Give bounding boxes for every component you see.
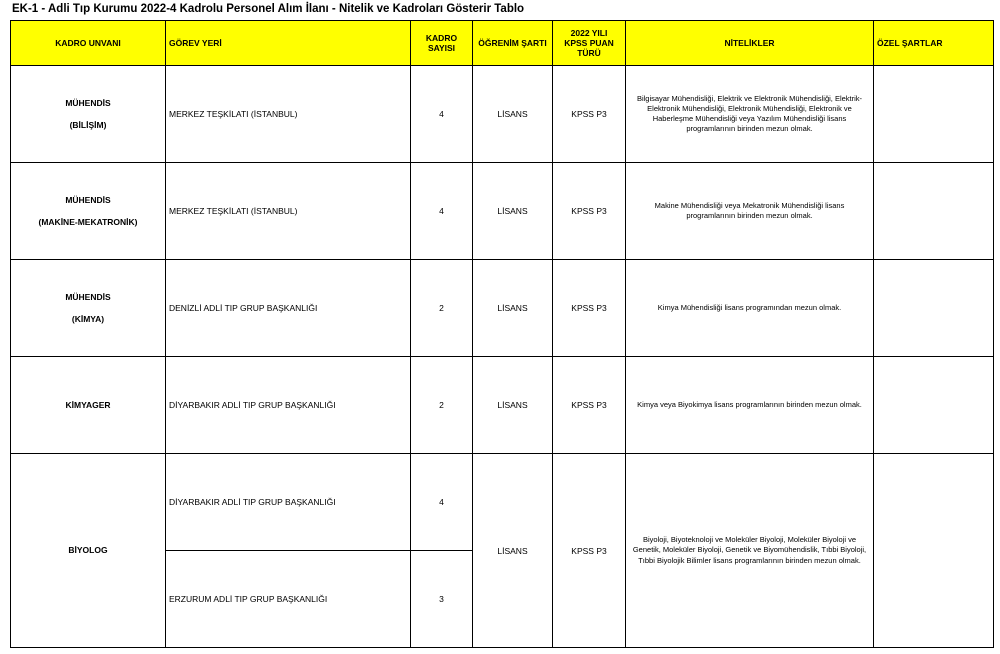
table-row	[11, 66, 994, 163]
cell-kadro-sayisi: 4	[411, 163, 473, 260]
personnel-table	[10, 20, 994, 648]
cell-ogrenim: LİSANS	[473, 163, 553, 260]
header-kadro-sayisi	[411, 21, 473, 66]
cell-nitelik: Makine Mühendisliği veya Mekatronik Mühendisliği lisans programlarının birinden mezun olmak.	[626, 163, 874, 260]
cell-ozel	[874, 357, 994, 454]
cell-unvan	[11, 260, 166, 357]
table-row	[11, 357, 994, 454]
cell-gorev-yeri: DENİZLİ ADLİ TIP GRUP BAŞKANLIĞI	[166, 260, 411, 357]
cell-nitelik: Bilgisayar Mühendisliği, Elektrik ve Elektronik Mühendisliği, Elektrik-Elektronik Mühendisliği, Elektronik Mühendisliği, Elektronik ve Haberleşme Mühendisliği veya Yazılım Mühendisliği lisans programlarının birinden mezun olmak.	[626, 66, 874, 163]
header-kpss-line2: KPSS PUAN	[564, 38, 614, 48]
table-row-biyolog-1	[11, 454, 994, 551]
cell-ogrenim: LİSANS	[473, 454, 553, 648]
header-kadro-sayisi-line1: KADRO	[425, 33, 458, 43]
header-kpss	[553, 21, 626, 66]
cell-kpss: KPSS P3	[553, 66, 626, 163]
cell-kpss: KPSS P3	[553, 163, 626, 260]
header-nitelikler: NİTELİKLER	[626, 21, 874, 66]
unvan-text: MÜHENDİS	[65, 97, 111, 108]
cell-kadro-sayisi: 2	[411, 357, 473, 454]
cell-ogrenim: LİSANS	[473, 66, 553, 163]
unvan-sub-text: (BİLİŞİM)	[69, 120, 107, 130]
document-title: EK-1 - Adli Tıp Kurumu 2022-4 Kadrolu Personel Alım İlanı - Nitelik ve Kadroları Gösterir Tablo	[12, 3, 525, 15]
cell-nitelik: Biyoloji, Biyoteknoloji ve Moleküler Biyoloji, Moleküler Biyoloji ve Genetik, Moleküler Biyoloji, Genetik ve Biyomühendislik, Tıbbi Biyoloji, Tıbbi Biyolojik Bilimler lisans programlarının birinden mezun olmak.	[626, 454, 874, 648]
cell-gorev-yeri: ERZURUM ADLİ TIP GRUP BAŞKANLIĞI	[166, 551, 411, 648]
cell-ozel	[874, 66, 994, 163]
cell-kpss: KPSS P3	[553, 357, 626, 454]
header-ogrenim: ÖĞRENİM ŞARTI	[473, 21, 553, 66]
cell-kadro-sayisi: 4	[411, 454, 473, 551]
cell-gorev-yeri: DİYARBAKIR ADLİ TIP GRUP BAŞKANLIĞI	[166, 357, 411, 454]
header-gorev-yeri: GÖREV YERİ	[166, 21, 411, 66]
cell-kadro-sayisi: 3	[411, 551, 473, 648]
table-row	[11, 260, 994, 357]
table-row	[11, 163, 994, 260]
cell-unvan: KİMYAGER	[11, 357, 166, 454]
cell-kadro-sayisi: 2	[411, 260, 473, 357]
header-kpss-line3: TÜRÜ	[577, 48, 601, 58]
cell-gorev-yeri: MERKEZ TEŞKİLATI (İSTANBUL)	[166, 163, 411, 260]
cell-ogrenim: LİSANS	[473, 260, 553, 357]
unvan-sub-text: (KİMYA)	[71, 314, 105, 324]
cell-gorev-yeri: MERKEZ TEŞKİLATI (İSTANBUL)	[166, 66, 411, 163]
cell-kpss: KPSS P3	[553, 260, 626, 357]
cell-ozel	[874, 260, 994, 357]
cell-unvan	[11, 163, 166, 260]
header-kpss-line1: 2022 YILI	[570, 28, 608, 38]
cell-ozel	[874, 454, 994, 648]
unvan-text: MÜHENDİS	[65, 194, 111, 205]
cell-ogrenim: LİSANS	[473, 357, 553, 454]
cell-ozel	[874, 163, 994, 260]
cell-unvan-biyolog: BİYOLOG	[11, 454, 166, 648]
cell-nitelik: Kimya veya Biyokimya lisans programlarının birinden mezun olmak.	[626, 357, 874, 454]
header-kadro-sayisi-line2: SAYISI	[427, 43, 456, 53]
unvan-sub-text: (MAKİNE-MEKATRONİK)	[38, 217, 138, 227]
cell-unvan	[11, 66, 166, 163]
unvan-text: MÜHENDİS	[65, 291, 111, 302]
cell-kadro-sayisi: 4	[411, 66, 473, 163]
cell-gorev-yeri: DİYARBAKIR ADLİ TIP GRUP BAŞKANLIĞI	[166, 454, 411, 551]
header-row	[11, 21, 994, 66]
header-kadro-unvani: KADRO UNVANI	[11, 21, 166, 66]
header-ozel-sartlar: ÖZEL ŞARTLAR	[874, 21, 994, 66]
cell-kpss: KPSS P3	[553, 454, 626, 648]
cell-nitelik: Kimya Mühendisliği lisans programından mezun olmak.	[626, 260, 874, 357]
